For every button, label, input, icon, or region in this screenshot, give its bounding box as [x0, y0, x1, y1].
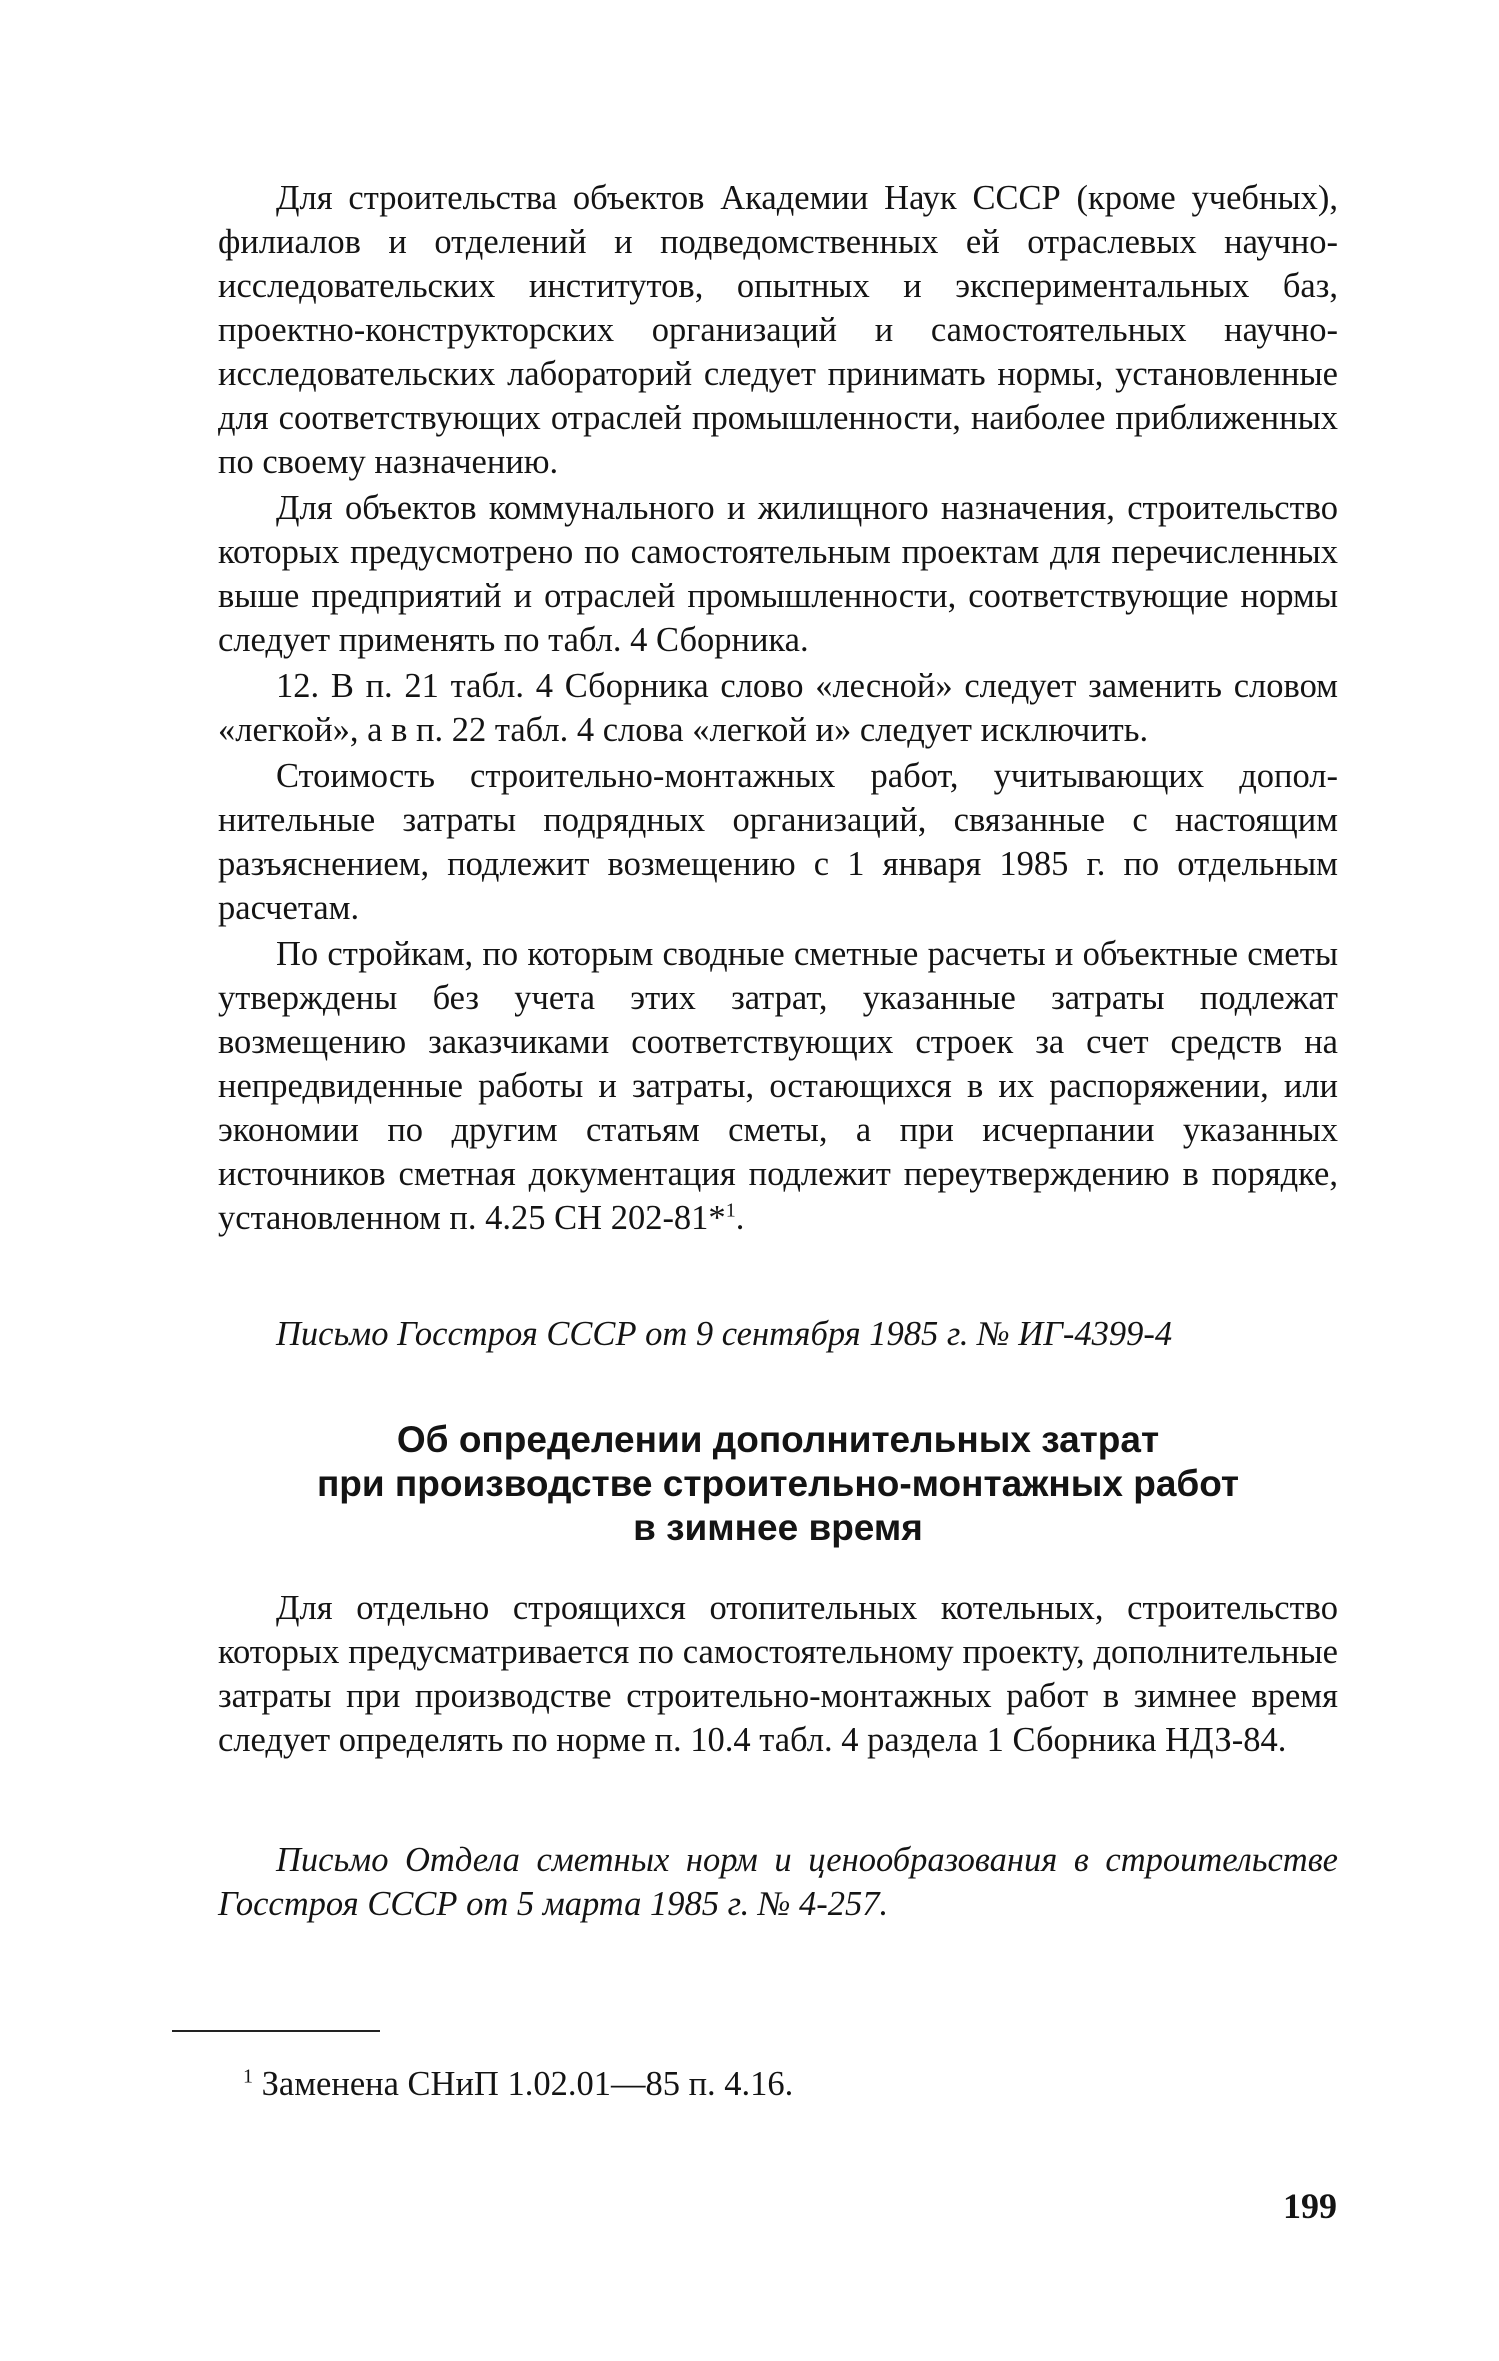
footnote: [218, 2062, 1338, 2106]
paragraph-construction-sites-text: По стройкам, по которым сводные сметные расчеты и объектные сметы утверждены без учета этих затрат, указанные затраты подлежат возмещению заказчиками соответствующих строек за счет средств на непредвиденные работы и затраты, остающихся в их распоряжении, или экономии по другим статьям сметы, а при исчерпании указанных источников сметная документация подлежит переутверждению в порядке, установленном п. 4.25 СН 202-81*: [218, 935, 1338, 1237]
paragraph-boiler-houses: Для отдельно строящихся отопительных котельных, строительство которых предусматривается по самостоятельному проекту, дополнительные затраты при производстве строительно-монтажных работ в зимнее время следует определять по норме п. 10.4 табл. 4 раздела 1 Сборника НДЗ-84.: [218, 1589, 1338, 1759]
heading-line-2: при производстве строительно-монтажных работ: [316, 1463, 1240, 1504]
page-number: 199: [1283, 2186, 1337, 2226]
heading-line-3: в зимнее время: [633, 1507, 923, 1548]
paragraph-communal-objects: Для объектов коммунального и жилищного назначения, строительство которых предусмотрено по самостоятельным проектам для перечисленных выше предприятий и отраслей промышленности, соответствующие нормы следует применять по табл. 4 Сборника.: [218, 489, 1338, 659]
letter-reference-gosstroy: Письмо Госстроя СССР от 9 сентября 1985 г. № ИГ-4399-4: [276, 1315, 1173, 1353]
letter-reference-department: Письмо Отдела сметных норм и ценообразования в строительстве Госстроя СССР от 5 марта 1985 г. № 4-257.: [218, 1841, 1338, 1923]
paragraph-construction-sites: [218, 932, 1338, 1240]
paragraph-item-12: 12. В п. 21 табл. 4 Сборника слово «лесной» следует заменить словом «легкой», а в п. 22 табл. 4 слова «легкой и» следует исключить.: [218, 667, 1338, 749]
footnote-text: Заменена СНиП 1.02.01—85 п. 4.16.: [261, 2065, 794, 2103]
footnote-divider: [172, 2030, 380, 2032]
section-heading: [218, 1418, 1338, 1550]
heading-line-1: Об определении дополнительных затрат: [396, 1419, 1160, 1460]
paragraph-cost-reimbursement: Стоимость строительно-монтажных работ, учитывающих дополнительные затраты подрядных организаций, связанные с настоящим разъяснением, подлежит возмещению с 1 января 1985 г. по отдельным расчетам.: [218, 757, 1338, 927]
footnote-reference: 1: [725, 1199, 736, 1222]
body-text-top: [218, 176, 1338, 1242]
paragraph-trailing-punctuation: .: [735, 1199, 745, 1237]
body-text-winter: [218, 1586, 1338, 1764]
footnote-marker: 1: [243, 2065, 253, 2088]
paragraph-academy-objects: Для строительства объектов Академии Наук СССР (кроме учебных), филиалов и отделений и подведомственных ей отраслевых научно-исследовательских институтов, опытных и экспериментальных баз, проектно-конструкторских организаций и самостоятельных научно-исследовательских лабораторий следует принимать нормы, установленные для соответствующих отраслей промышленности, наиболее приближенных по своему назначению.: [218, 179, 1338, 481]
